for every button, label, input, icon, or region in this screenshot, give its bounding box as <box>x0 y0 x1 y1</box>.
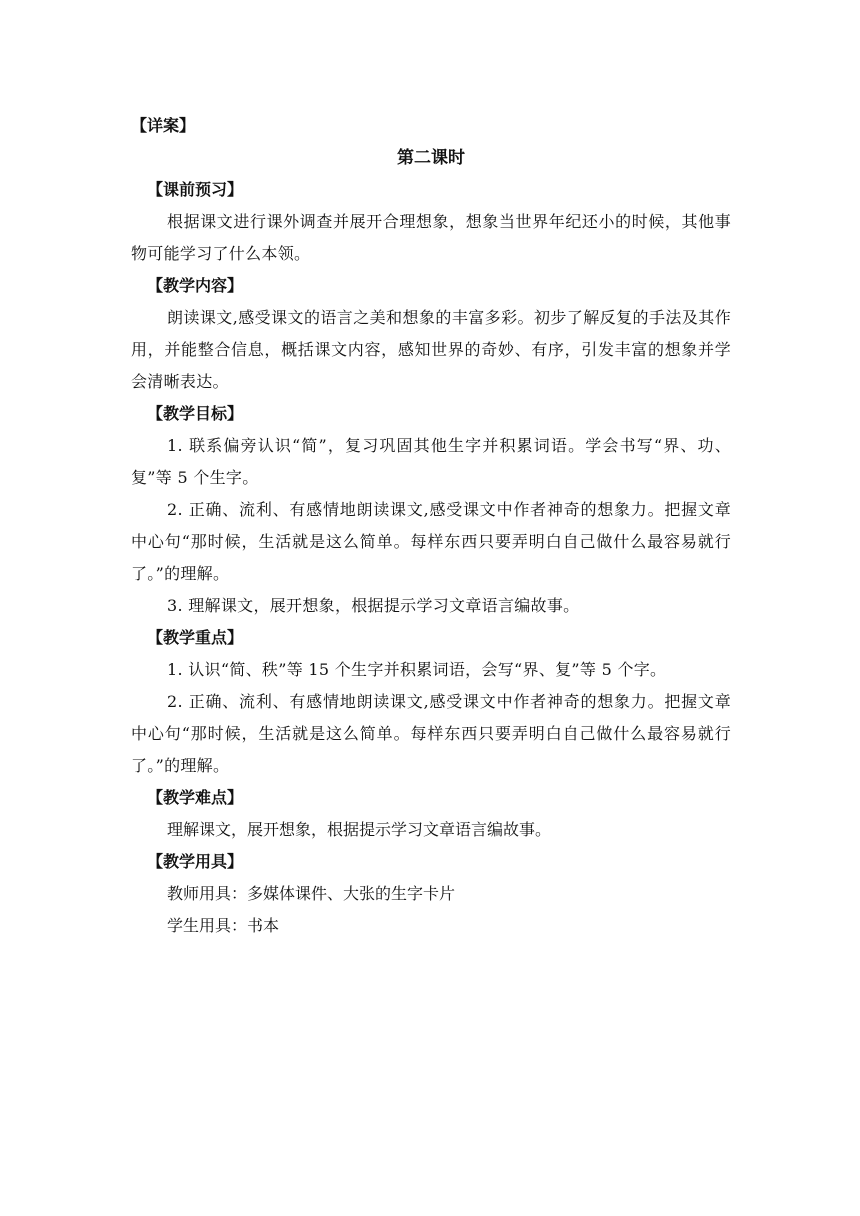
goal-item-2: 2. 正确、流利、有感情地朗读课文,感受课文中作者神奇的想象力。把握文章中心句“那时候，生活就是这么简单。每样东西只要弄明白自己做什么最容易就行了。”的理解。 <box>131 500 731 583</box>
content-text: 朗读课文,感受课文的语言之美和想象的丰富多彩。初步了解反复的手法及其作用，并能整合信息，概括课文内容，感知世界的奇妙、有序，引发丰富的想象并学会清晰表达。 <box>131 308 731 391</box>
content-heading: 【教学内容】 <box>147 276 244 295</box>
key-point-item-1: 1. 认识“简、秩”等 15 个生字并积累词语，会写“界、复”等 5 个字。 <box>167 660 667 679</box>
preview-heading: 【课前预习】 <box>147 180 244 199</box>
goals-heading: 【教学目标】 <box>147 404 244 423</box>
difficulties-heading: 【教学难点】 <box>147 788 244 807</box>
tools-heading: 【教学用具】 <box>147 852 244 871</box>
detail-plan-tag: 【详案】 <box>131 116 196 135</box>
difficulties-text: 理解课文，展开想象，根据提示学习文章语言编故事。 <box>167 820 552 839</box>
student-tools-text: 学生用具：书本 <box>167 916 280 935</box>
preview-text: 根据课文进行课外调查并展开合理想象，想象当世界年纪还小的时候，其他事物可能学习了什么本领。 <box>131 212 731 263</box>
goal-item-1: 1. 联系偏旁认识“简”，复习巩固其他生字并积累词语。学会书写“界、功、复”等 5 个生字。 <box>131 436 731 487</box>
key-point-item-2: 2. 正确、流利、有感情地朗读课文,感受课文中作者神奇的想象力。把握文章中心句“那时候，生活就是这么简单。每样东西只要弄明白自己做什么最容易就行了。”的理解。 <box>131 692 731 775</box>
document-body <box>131 110 731 942</box>
lesson-title: 第二课时 <box>397 148 465 168</box>
teacher-tools-text: 教师用具：多媒体课件、大张的生字卡片 <box>167 884 456 903</box>
key-points-heading: 【教学重点】 <box>147 628 244 647</box>
goal-item-3: 3. 理解课文，展开想象，根据提示学习文章语言编故事。 <box>167 596 580 615</box>
